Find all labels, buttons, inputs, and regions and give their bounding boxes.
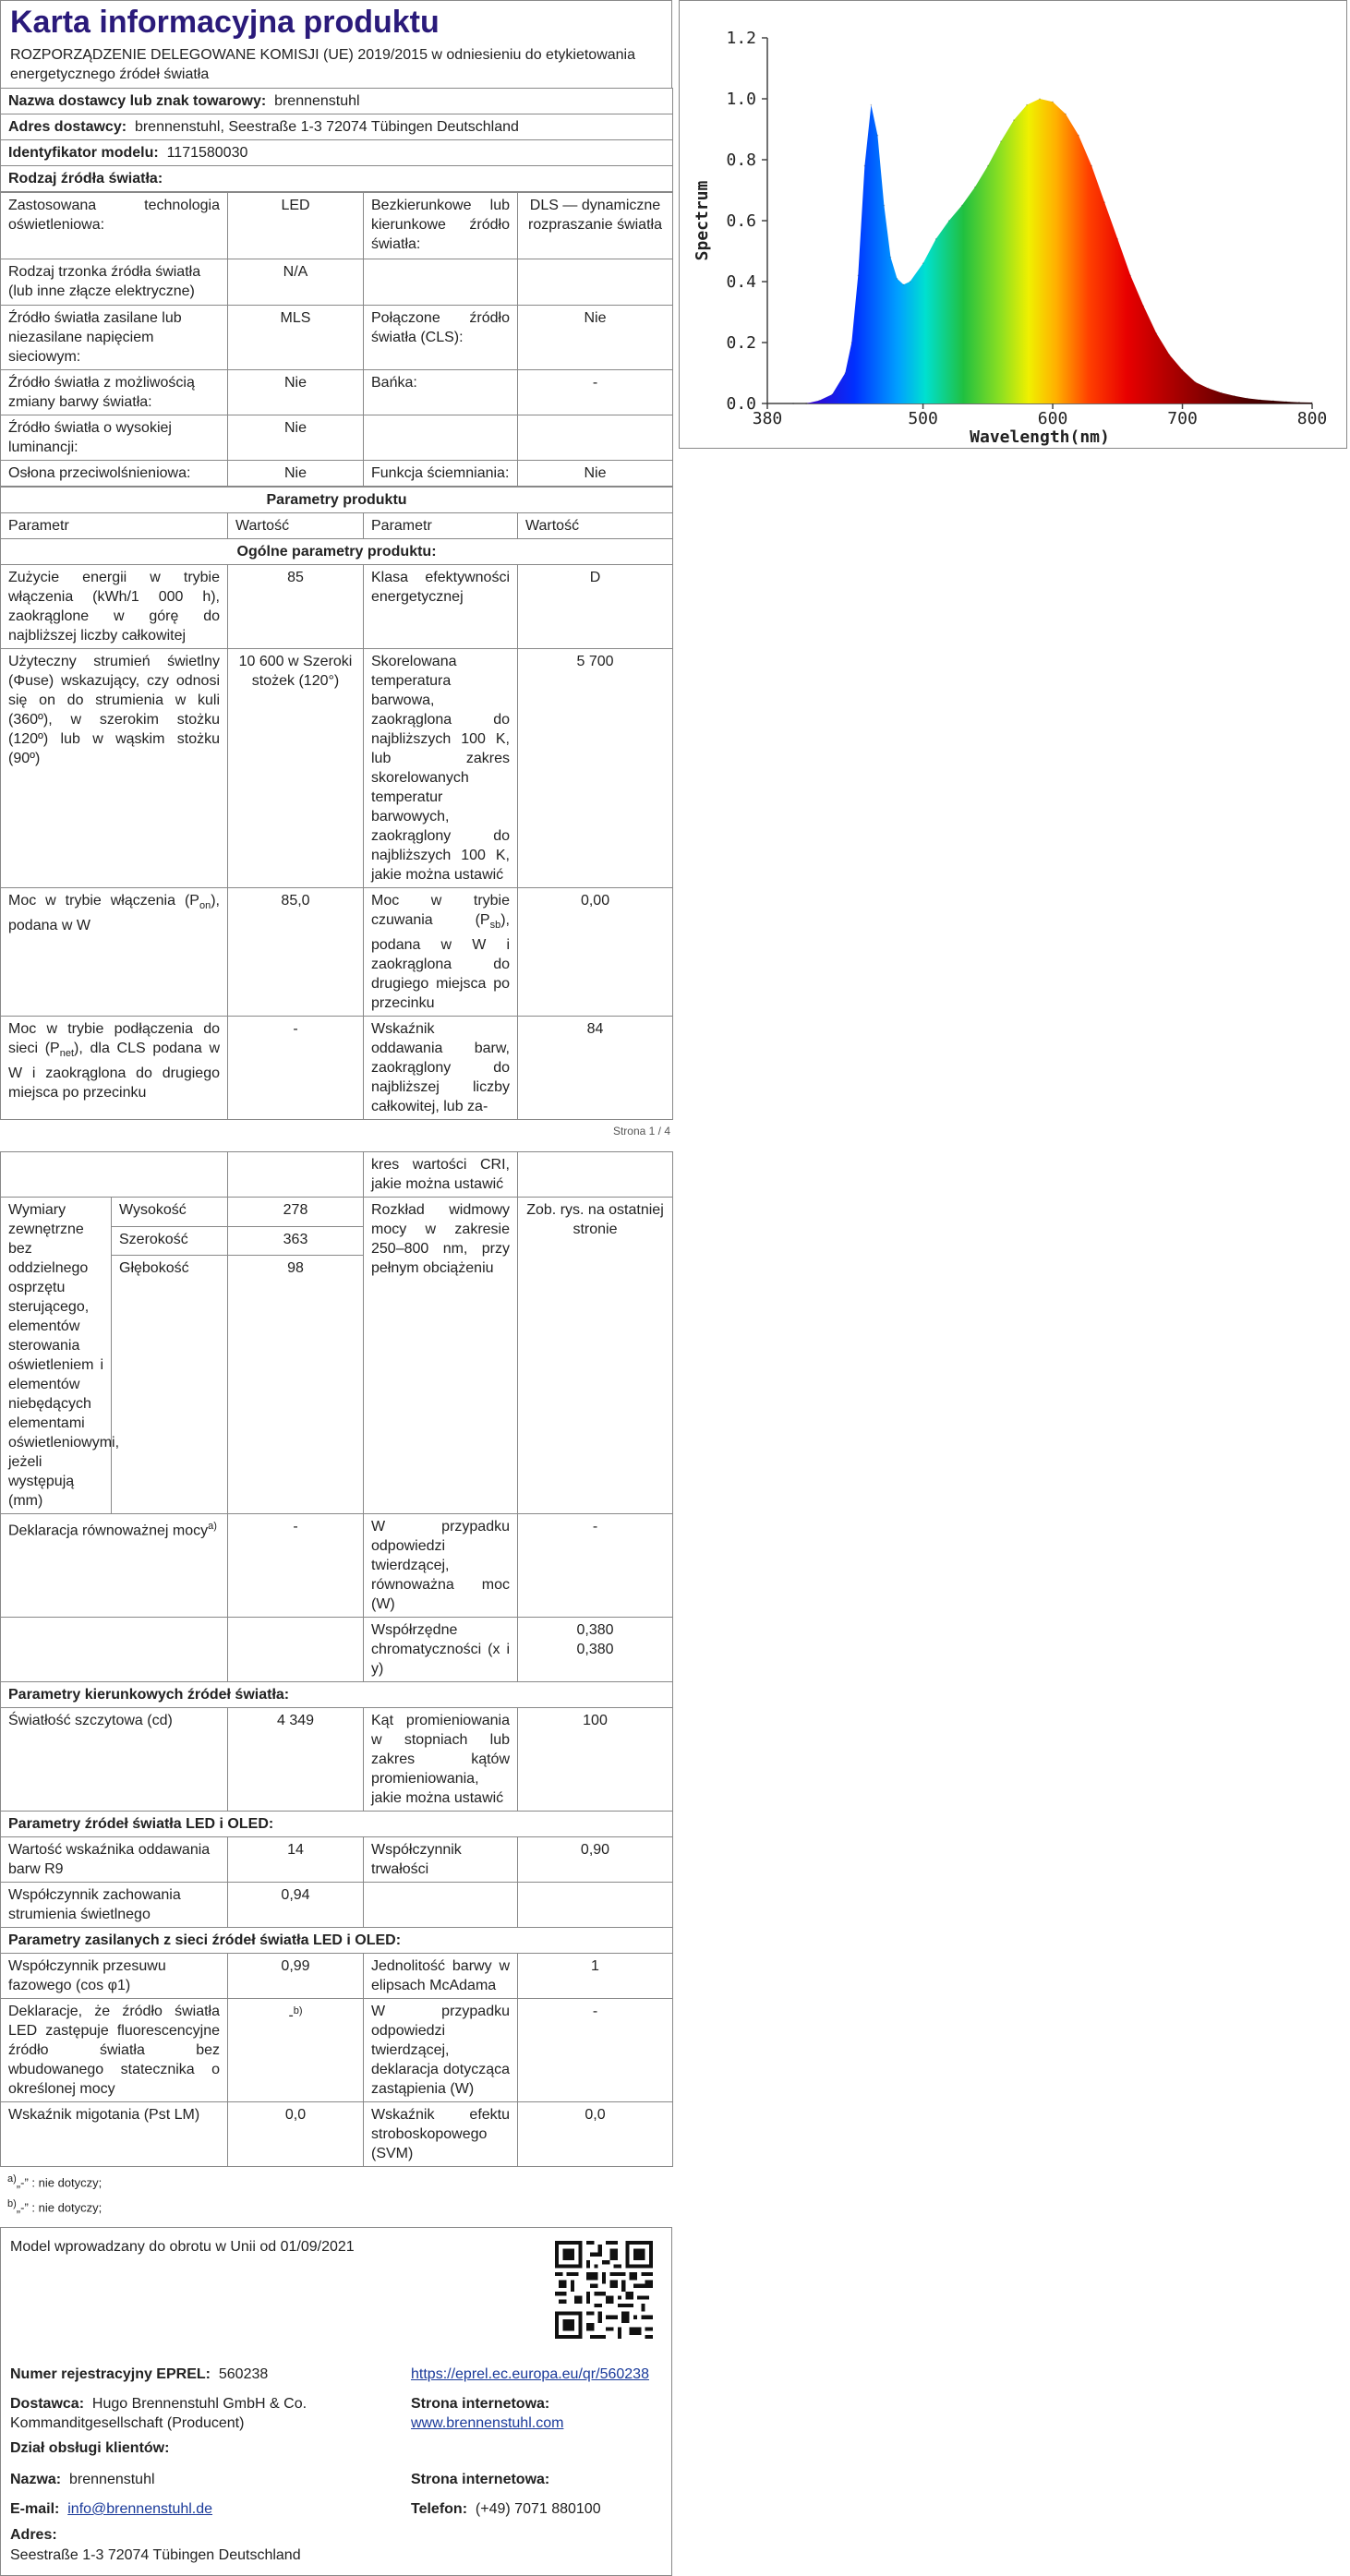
footnotes bbox=[0, 2167, 672, 2220]
data-point bbox=[1039, 98, 1041, 100]
phone-row bbox=[411, 2499, 601, 2519]
x-tick-label: 500 bbox=[908, 409, 938, 428]
psb-sub: sb bbox=[489, 920, 501, 932]
envelope-value: - bbox=[518, 370, 673, 415]
table-row bbox=[1, 1618, 673, 1682]
tunable-label: Źródło światła z możliwością zmiany barwy światła: bbox=[1, 370, 228, 415]
footnote-a-mark: a) bbox=[7, 2173, 17, 2185]
table-row bbox=[1, 306, 673, 370]
mains-led-heading-row bbox=[1, 1928, 673, 1954]
y-tick-label: 0.4 bbox=[726, 272, 756, 292]
pnet-label-b: ), dla CLS podana w W i zaokrąglona do drugiego miejsca po przecinku bbox=[8, 1041, 221, 1101]
table-row bbox=[1, 888, 673, 1017]
cap-cell bbox=[1, 259, 228, 306]
data-point bbox=[974, 187, 976, 188]
cap-value: N/A bbox=[228, 259, 364, 306]
pnet-sub: net bbox=[59, 1048, 75, 1060]
service-heading: Dział obsługi klientów: bbox=[10, 2439, 170, 2456]
depth-label: Głębokość bbox=[112, 1255, 228, 1513]
y-tick-label: 0.0 bbox=[726, 394, 756, 414]
dir-value: DLS — dynamiczne rozpraszanie światła bbox=[518, 193, 673, 259]
energy-label: Zużycie energii w trybie włączenia (kWh/1 000 h), zaokrąglone w górę do najbliższej liczby całkowitej bbox=[1, 565, 228, 649]
surv-label: Współczynnik trwałości bbox=[364, 1837, 518, 1883]
data-point bbox=[961, 205, 963, 207]
flux-value: 10 600 w Szeroki stożek (120°) bbox=[228, 649, 364, 888]
table-row bbox=[1, 370, 673, 415]
params-table-1 bbox=[0, 487, 673, 1120]
hl-label: Źródło światła o wysokiej luminancji: bbox=[1, 415, 228, 461]
empty-cell bbox=[228, 1618, 364, 1682]
tech-value: LED bbox=[228, 193, 364, 259]
svm-label: Wskaźnik efektu stroboskopowego (SVM) bbox=[364, 2102, 518, 2167]
data-point bbox=[1052, 102, 1054, 103]
table-row bbox=[1, 1837, 673, 1883]
supplier-label: Nazwa dostawcy lub znak towarowy: bbox=[8, 93, 267, 109]
data-point bbox=[1272, 400, 1274, 402]
params-table-2 bbox=[0, 1151, 673, 2167]
model-row bbox=[1, 140, 673, 166]
cct-label: Skorelowana temperatura barwowa, zaokrąglona do najbliższych 100 K, lub zakres skorelowanych temperatur barwowych, zaokrąglony do najbliższych 100 K, jakie można ustawić bbox=[364, 649, 518, 888]
market-text: Model wprowadzany do obrotu w Unii od 01/09/2021 bbox=[10, 2238, 355, 2255]
mains-led-heading: Parametry zasilanych z sieci źródeł światła LED i OLED: bbox=[1, 1928, 673, 1954]
general-heading-row bbox=[1, 539, 673, 565]
y-axis-label: Spectrum bbox=[693, 180, 712, 261]
address-value: brennenstuhl, Seestraße 1-3 72074 Tübingen Deutschland bbox=[134, 119, 519, 135]
data-point bbox=[884, 205, 886, 207]
cri-label-cont: kres wartości CRI, jakie można ustawić bbox=[364, 1152, 518, 1198]
address-label: Adres dostawcy: bbox=[8, 119, 127, 135]
footnote-a-text: „-” : nie dotyczy; bbox=[16, 2175, 102, 2190]
maint-value: 0,94 bbox=[228, 1883, 364, 1928]
cri-value: 84 bbox=[518, 1017, 673, 1120]
data-point bbox=[1298, 402, 1300, 403]
data-point bbox=[948, 220, 950, 222]
flicker-label: Wskaźnik migotania (Pst LM) bbox=[1, 2102, 228, 2167]
data-point bbox=[1103, 201, 1105, 203]
energy-value: 85 bbox=[228, 565, 364, 649]
r9-value: 14 bbox=[228, 1837, 364, 1883]
spectrum-area bbox=[767, 99, 1312, 403]
table-row bbox=[1, 649, 673, 888]
model-value: 1171580030 bbox=[166, 145, 248, 161]
supplier-value: brennenstuhl bbox=[274, 93, 360, 109]
width-value: 363 bbox=[228, 1226, 364, 1255]
cap-label-2: (lub inne złącze elektryczne) bbox=[8, 283, 195, 299]
peak-label: Światłość szczytowa (cd) bbox=[1, 1708, 228, 1812]
table-row bbox=[1, 1999, 673, 2102]
x-tick-label: 700 bbox=[1167, 409, 1198, 428]
table-row bbox=[1, 415, 673, 461]
params-header-row bbox=[1, 513, 673, 539]
x-axis-label: Wavelength(nm) bbox=[970, 427, 1110, 447]
name-value: brennenstuhl bbox=[69, 2471, 155, 2487]
retro-label: Deklaracje, że źródło światła LED zastępuje fluorescencyjne źródło światła bez wbudowanego statecznika o określonej mocy bbox=[1, 1999, 228, 2102]
eprel-value: 560238 bbox=[218, 2365, 269, 2382]
glare-value: Nie bbox=[228, 461, 364, 487]
footnote-b-text: „-” : nie dotyczy; bbox=[16, 2199, 102, 2214]
retro-sup: b) bbox=[293, 2005, 303, 2017]
eprel-link[interactable]: https://eprel.ec.europa.eu/qr/560238 bbox=[411, 2365, 649, 2382]
retro-value bbox=[228, 1999, 364, 2102]
glare-label: Osłona przeciwolśnieniowa: bbox=[1, 461, 228, 487]
data-point bbox=[766, 403, 768, 404]
dir-heading: Parametry kierunkowych źródeł światła: bbox=[1, 1682, 673, 1708]
svm-value: 0,0 bbox=[518, 2102, 673, 2167]
data-point bbox=[792, 403, 794, 404]
page-break bbox=[0, 1120, 672, 1151]
class-value: D bbox=[518, 565, 673, 649]
name-label: Nazwa: bbox=[10, 2471, 62, 2487]
width-label: Szerokość bbox=[112, 1226, 228, 1255]
retro-value-text: - bbox=[288, 2007, 294, 2024]
web-label: Strona internetowa: bbox=[411, 2395, 550, 2412]
web-link[interactable]: www.brennenstuhl.com bbox=[411, 2414, 564, 2431]
empty-cell bbox=[364, 1883, 518, 1928]
y-tick-label: 0.8 bbox=[726, 150, 756, 170]
data-point bbox=[1026, 104, 1028, 106]
spectrum-svg bbox=[680, 1, 1346, 448]
data-point bbox=[935, 238, 937, 240]
beam-value: 100 bbox=[518, 1708, 673, 1812]
footnote-b-mark: b) bbox=[7, 2197, 17, 2209]
data-point bbox=[1065, 114, 1067, 115]
dir-heading-row bbox=[1, 1682, 673, 1708]
col-value: Wartość bbox=[228, 513, 364, 539]
data-point bbox=[1195, 381, 1197, 383]
equiv-w-value: - bbox=[518, 1514, 673, 1618]
addr-value: Seestraße 1-3 72074 Tübingen Deutschland bbox=[10, 2546, 301, 2563]
empty-cell bbox=[518, 1152, 673, 1198]
depth-value: 98 bbox=[228, 1255, 364, 1513]
data-point bbox=[1260, 399, 1261, 401]
spd-label: Rozkład widmowy mocy w zakresie 250–800 nm, przy pełnym obciążeniu bbox=[364, 1198, 518, 1514]
data-point bbox=[858, 275, 860, 277]
psb-label bbox=[364, 888, 518, 1017]
peak-value: 4 349 bbox=[228, 1708, 364, 1812]
table-row bbox=[1, 259, 673, 306]
addr-label: Adres: bbox=[10, 2526, 57, 2543]
web2-label: Strona internetowa: bbox=[411, 2471, 550, 2487]
data-point bbox=[818, 400, 820, 402]
eprel-label: Numer rejestracyjny EPREL: bbox=[10, 2365, 211, 2382]
cct-value: 5 700 bbox=[518, 649, 673, 888]
email-label: E-mail: bbox=[10, 2500, 60, 2517]
spectrum-chart bbox=[679, 0, 1347, 449]
empty-cell bbox=[518, 1883, 673, 1928]
data-point bbox=[844, 372, 846, 374]
data-point bbox=[922, 262, 924, 264]
source-type-heading: Rodzaj źródła światła: bbox=[1, 166, 673, 192]
mcadam-label: Jednolitość barwy w elipsach McAdama bbox=[364, 1954, 518, 1999]
mains-value: MLS bbox=[228, 306, 364, 370]
data-point bbox=[1116, 238, 1118, 240]
source-type-heading-row bbox=[1, 166, 673, 192]
data-point bbox=[864, 165, 866, 167]
data-point bbox=[1078, 135, 1079, 137]
dims-label: Wymiary zewnętrzne bez oddzielnego osprzętu sterującego, elementów sterowania oświetleniem i elementów niebędących elementami oświetleniowymi, jeżeli występują (mm) bbox=[1, 1198, 112, 1514]
qr-code-icon[interactable] bbox=[555, 2241, 653, 2339]
data-point bbox=[805, 403, 807, 404]
retro-w-value: - bbox=[518, 1999, 673, 2102]
pnet-label bbox=[1, 1017, 228, 1120]
source-type-table bbox=[0, 192, 673, 487]
led-heading: Parametry źródeł światła LED i OLED: bbox=[1, 1812, 673, 1837]
data-point bbox=[1221, 392, 1223, 394]
empty-cell bbox=[518, 259, 673, 306]
data-point bbox=[1000, 140, 1002, 142]
web-row bbox=[411, 2394, 660, 2433]
data-point bbox=[1156, 332, 1158, 334]
psb-value: 0,00 bbox=[518, 888, 673, 1017]
regulation-text: ROZPORZĄDZENIE DELEGOWANE KOMISJI (UE) 2019/2015 w odniesieniu do etykietowania energetycznego źródeł światła bbox=[10, 47, 635, 82]
product-information-sheet bbox=[0, 0, 672, 2576]
data-point bbox=[877, 135, 879, 137]
footnote-b bbox=[7, 2194, 665, 2218]
height-label: Wysokość bbox=[112, 1198, 228, 1226]
data-point bbox=[1091, 165, 1092, 167]
pnet-value: - bbox=[228, 1017, 364, 1120]
equiv-sup: a) bbox=[208, 1521, 217, 1533]
chroma-label: Współrzędne chromatyczności (x i y) bbox=[364, 1618, 518, 1682]
class-label: Klasa efektywności energetycznej bbox=[364, 565, 518, 649]
equiv-w-label: W przypadku odpowiedzi twierdzącej, równoważna moc (W) bbox=[364, 1514, 518, 1618]
data-point bbox=[1182, 369, 1184, 371]
producer-label: Dostawca: bbox=[10, 2395, 85, 2412]
x-tick-label: 600 bbox=[1037, 409, 1068, 428]
col-param: Parametr bbox=[1, 513, 228, 539]
footnote-a bbox=[7, 2169, 665, 2193]
y-tick-label: 1.0 bbox=[726, 90, 756, 109]
table-row bbox=[1, 1883, 673, 1928]
data-point bbox=[987, 165, 989, 167]
data-point bbox=[831, 393, 833, 395]
surv-value: 0,90 bbox=[518, 1837, 673, 1883]
empty-cell bbox=[1, 1618, 228, 1682]
spd-value: Zob. rys. na ostatniej stronie bbox=[518, 1198, 673, 1514]
data-point bbox=[910, 281, 911, 283]
pon-value: 85,0 bbox=[228, 888, 364, 1017]
y-tick-label: 0.6 bbox=[726, 211, 756, 231]
empty-cell bbox=[228, 1152, 364, 1198]
envelope-label: Bańka: bbox=[364, 370, 518, 415]
table-row bbox=[1, 461, 673, 487]
phone-value: (+49) 7071 880100 bbox=[475, 2500, 601, 2517]
table-row bbox=[1, 2102, 673, 2167]
maint-label: Współczynnik zachowania strumienia świetlnego bbox=[1, 1883, 228, 1928]
table-row bbox=[1, 1198, 673, 1226]
pon-label bbox=[1, 888, 228, 1017]
data-point bbox=[1234, 395, 1235, 397]
beam-label: Kąt promieniowania w stopniach lub zakres kątów promieniowania, jakie można ustawić bbox=[364, 1708, 518, 1812]
params-heading: Parametry produktu bbox=[1, 488, 673, 513]
cls-value: Nie bbox=[518, 306, 673, 370]
hl-value: Nie bbox=[228, 415, 364, 461]
data-point bbox=[1208, 388, 1210, 390]
data-point bbox=[1169, 354, 1171, 355]
tech-label: Zastosowana technologia oświetleniowa: bbox=[1, 193, 228, 259]
equiv-label bbox=[1, 1514, 228, 1618]
table-row bbox=[1, 193, 673, 259]
pf-label: Współczynnik przesuwu fazowego (cos φ1) bbox=[1, 1954, 228, 1999]
pnet-label-a: Moc w trybie podłączenia do sieci (P bbox=[8, 1021, 220, 1057]
equiv-label-text: Deklaracja równoważnej mocy bbox=[8, 1523, 209, 1539]
data-point bbox=[1013, 119, 1015, 121]
empty-cell bbox=[1, 1152, 228, 1198]
supplier-info-box bbox=[0, 2227, 672, 2576]
equiv-value: - bbox=[228, 1514, 364, 1618]
empty-cell bbox=[364, 415, 518, 461]
y-tick-label: 1.2 bbox=[726, 29, 756, 48]
pon-sub: on bbox=[199, 900, 211, 912]
chroma-x: 0,380 bbox=[576, 1622, 614, 1639]
mcadam-value: 1 bbox=[518, 1954, 673, 1999]
led-heading-row bbox=[1, 1812, 673, 1837]
flux-label: Użyteczny strumień świetlny (Φuse) wskazujący, czy odnosi się on do strumienia w kuli (360º), w szerokim stożku (120º) lub w wąskim stożku (90º) bbox=[1, 649, 228, 888]
table-row bbox=[1, 1708, 673, 1812]
chroma-value bbox=[518, 1618, 673, 1682]
table-row bbox=[1, 1017, 673, 1120]
col-value-2: Wartość bbox=[518, 513, 673, 539]
y-tick-label: 0.2 bbox=[726, 333, 756, 353]
table-row bbox=[1, 1152, 673, 1198]
eprel-row bbox=[10, 2365, 268, 2384]
page-title: Karta informacyjna produktu bbox=[10, 5, 440, 40]
data-point bbox=[871, 104, 873, 106]
pf-value: 0,99 bbox=[228, 1954, 364, 1999]
data-point bbox=[1285, 401, 1287, 403]
email-link[interactable]: info@brennenstuhl.de bbox=[67, 2500, 213, 2517]
cap-label: Rodzaj trzonka źródła światła bbox=[8, 264, 201, 280]
height-value: 278 bbox=[228, 1198, 364, 1226]
tunable-value: Nie bbox=[228, 370, 364, 415]
r9-label: Wartość wskaźnika oddawania barw R9 bbox=[1, 1837, 228, 1883]
mains-label: Źródło światła zasilane lub niezasilane napięciem sieciowym: bbox=[1, 306, 228, 370]
psb-label-a: Moc w trybie czuwania (P bbox=[371, 893, 510, 928]
x-tick-label: 380 bbox=[752, 409, 783, 428]
cri-label: Wskaźnik oddawania barw, zaokrąglony do najbliższej liczby całkowitej, lub za- bbox=[364, 1017, 518, 1120]
model-label: Identyfikator modelu: bbox=[8, 145, 159, 161]
table-row bbox=[1, 1954, 673, 1999]
supplier-table bbox=[0, 88, 673, 192]
phone-label: Telefon: bbox=[411, 2500, 468, 2517]
chroma-y: 0,380 bbox=[576, 1642, 614, 1658]
params-heading-row bbox=[1, 488, 673, 513]
data-point bbox=[1130, 275, 1132, 277]
empty-cell bbox=[364, 259, 518, 306]
supplier-row bbox=[10, 2394, 398, 2433]
general-heading: Ogólne parametry produktu: bbox=[1, 539, 673, 565]
table-row bbox=[1, 1514, 673, 1618]
page-number: Strona 1 / 4 bbox=[612, 1125, 670, 1138]
pon-label-a: Moc w trybie włączenia (P bbox=[8, 893, 199, 909]
empty-cell bbox=[518, 415, 673, 461]
dim-label: Funkcja ściemniania: bbox=[364, 461, 518, 487]
address-row bbox=[1, 114, 673, 140]
producer-value: Hugo Brennenstuhl GmbH & Co. Kommanditgesellschaft (Producent) bbox=[10, 2395, 307, 2431]
pon-label-b: ), podana w W bbox=[8, 893, 220, 934]
data-point bbox=[903, 284, 905, 286]
retro-w-label: W przypadku odpowiedzi twierdzącej, deklaracja dotycząca zastąpienia (W) bbox=[364, 1999, 518, 2102]
table-row bbox=[1, 565, 673, 649]
psb-label-b: ), podana w W i zaokrąglona do drugiego miejsca po przecinku bbox=[371, 912, 510, 1012]
col-param-2: Parametr bbox=[364, 513, 518, 539]
cls-label: Połączone źródło światła (CLS): bbox=[364, 306, 518, 370]
data-point bbox=[1311, 402, 1313, 403]
data-point bbox=[890, 257, 892, 259]
data-point bbox=[1247, 398, 1248, 400]
x-tick-label: 800 bbox=[1296, 409, 1328, 428]
header bbox=[0, 0, 672, 88]
email-row bbox=[10, 2499, 212, 2519]
supplier-row bbox=[1, 89, 673, 114]
data-point bbox=[897, 278, 898, 280]
data-point bbox=[1143, 306, 1145, 307]
name-row bbox=[10, 2470, 155, 2489]
data-point bbox=[851, 342, 853, 343]
dir-label: Bezkierunkowe lub kierunkowe źródło światła: bbox=[364, 193, 518, 259]
dim-value: Nie bbox=[518, 461, 673, 487]
flicker-value: 0,0 bbox=[228, 2102, 364, 2167]
